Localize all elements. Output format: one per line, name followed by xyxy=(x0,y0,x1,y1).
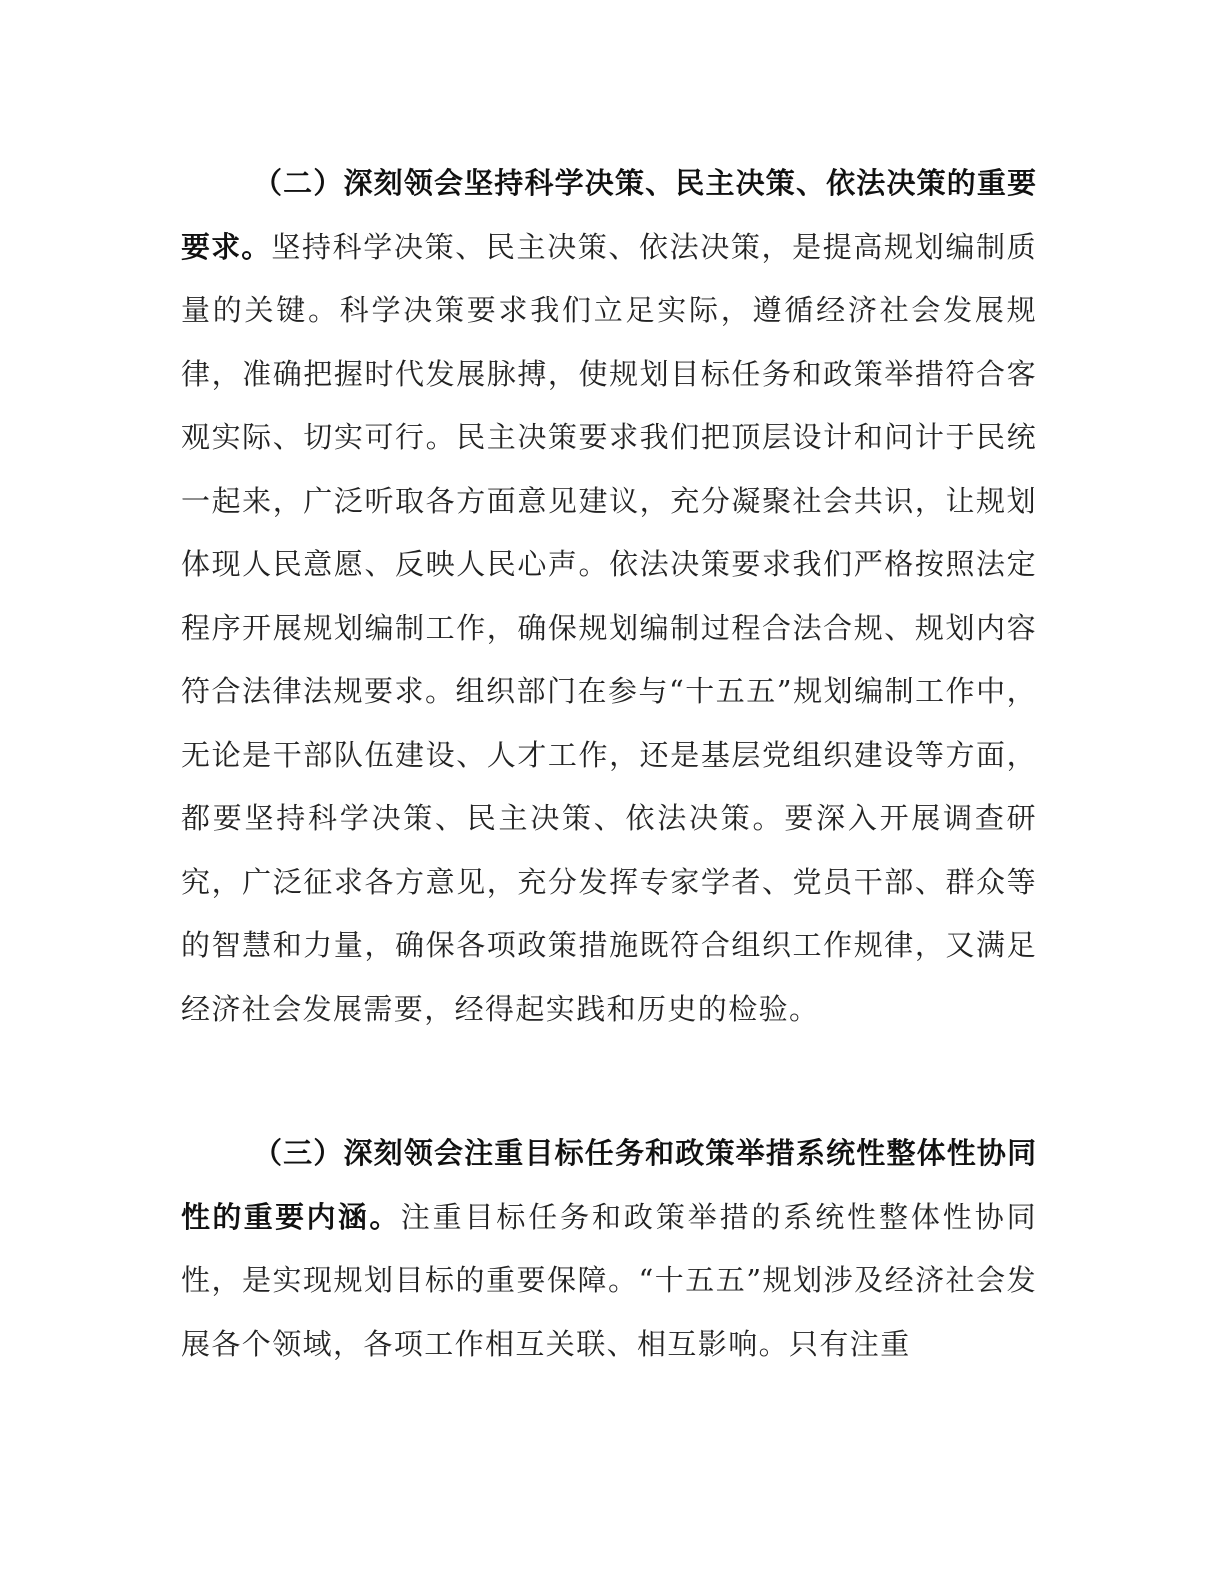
section-body-2: 坚持科学决策、民主决策、依法决策，是提高规划编制质量的关键。科学决策要求我们立足实际，遵循经济社会发展规律，准确把握时代发展脉搏，使规划目标任务和政策举措符合客观实际、切实可行。民主决策要求我们把顶层设计和问计于民统一起来，广泛听取各方面意见建议，充分凝聚社会共识，让规划体现人民意愿、反映人民心声。依法决策要求我们严格按照法定程序开展规划编制工作，确保规划编制过程合法合规、规划内容符合法律法规要求。组织部门在参与“十五五”规划编制工作中，无论是干部队伍建设、人才工作，还是基层党组织建设等方面，都要坚持科学决策、民主决策、依法决策。要深入开展调查研究，广泛征求各方意见，充分发挥专家学者、党员干部、群众等的智慧和力量，确保各项政策措施既符合组织工作规律，又满足经济社会发展需要，经得起实践和历史的检验。 xyxy=(181,229,1037,1026)
section-heading-3: （三）深刻领会注重目标任务和政策举措系统性整体性协同性的重要内涵。 xyxy=(181,1136,1037,1234)
section-heading-2: （二）深刻领会坚持科学决策、民主决策、依法决策的重要要求。 xyxy=(181,166,1037,264)
paragraph-section-2 xyxy=(181,152,1037,1041)
section-body-3: 注重目标任务和政策举措的系统性整体性协同性，是实现规划目标的重要保障。“十五五”规划涉及经济社会发展各个领域，各项工作相互关联、相互影响。只有注重 xyxy=(181,1199,1037,1361)
paragraph-section-3 xyxy=(181,1122,1037,1376)
